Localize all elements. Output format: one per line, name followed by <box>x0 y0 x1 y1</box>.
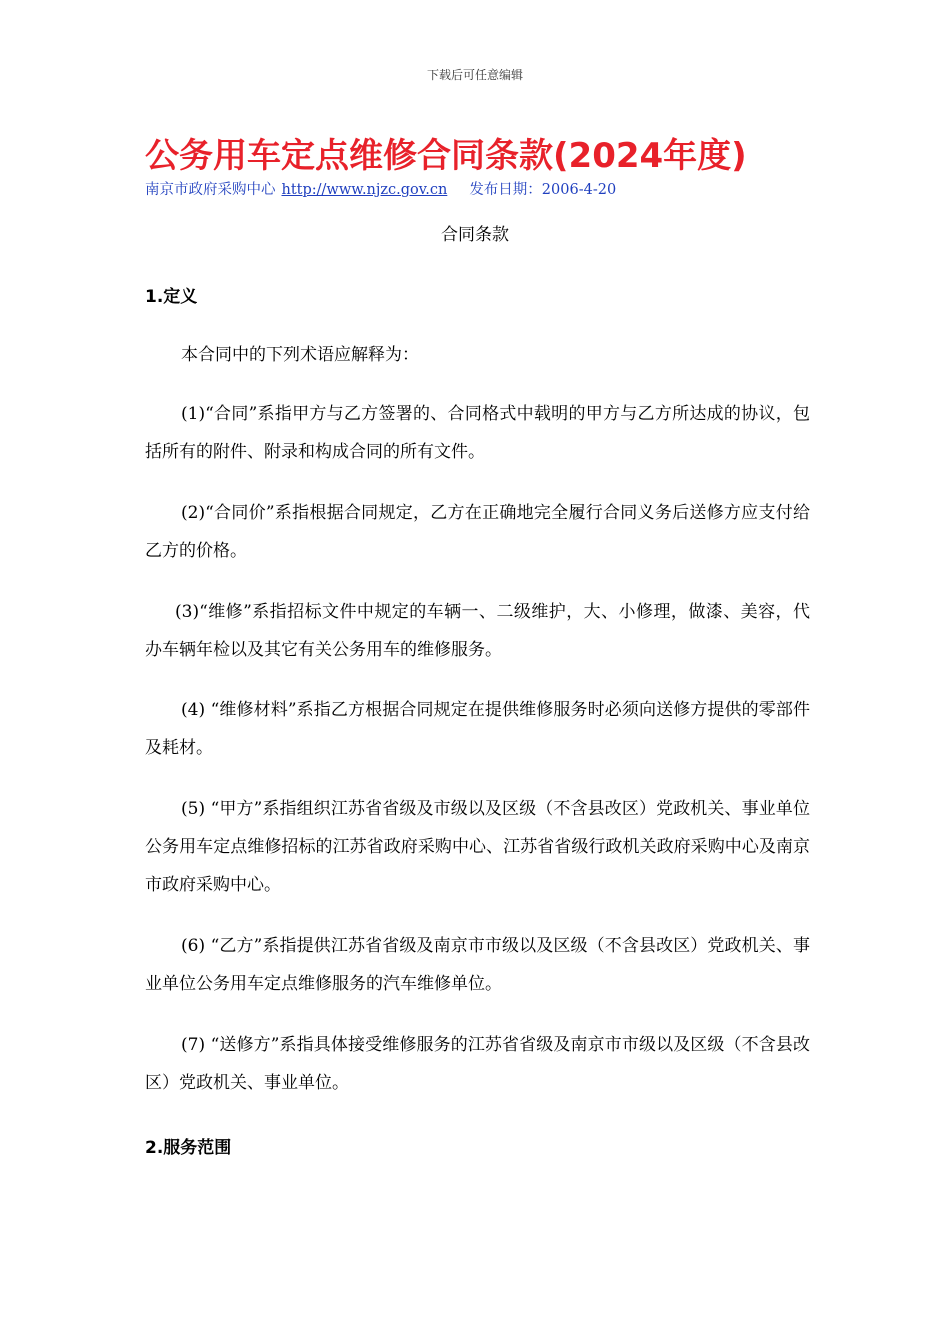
header-note: 下载后可任意编辑 <box>426 68 523 82</box>
publication-meta <box>145 178 616 199</box>
publisher-link[interactable]: http://www.njzc.gov.cn <box>281 182 448 198</box>
document-subtitle: 合同条款 <box>441 225 509 245</box>
paragraph-definition-5: (5) “甲方”系指组织江苏省省级及市级以及区级（不含县改区）党政机关、事业单位公务用车定点维修招标的江苏省政府采购中心、江苏省省级行政机关政府采购中心及南京市政府采购中心。 <box>145 799 810 895</box>
paragraph-definition-7: (7) “送修方”系指具体接受维修服务的江苏省省级及南京市市级以及区级（不含县改区）党政机关、事业单位。 <box>145 1035 810 1093</box>
publisher-name: 南京市政府采购中心 <box>145 182 276 198</box>
section-heading-service-scope: 2.服务范围 <box>145 1138 232 1158</box>
paragraph-definition-6: (6) “乙方”系指提供江苏省省级及南京市市级以及区级（不含县改区）党政机关、事业单位公务用车定点维修服务的汽车维修单位。 <box>145 936 810 994</box>
publish-date: 发布日期：2006-4-20 <box>469 182 617 198</box>
paragraph-definition-2: (2)“合同价”系指根据合同规定，乙方在正确地完全履行合同义务后送修方应支付给乙方的价格。 <box>145 503 810 561</box>
section-heading-definitions: 1.定义 <box>145 287 198 307</box>
document-title: 公务用车定点维修合同条款(2024年度) <box>145 136 747 176</box>
paragraph-intro: 本合同中的下列术语应解释为： <box>181 345 419 365</box>
paragraph-definition-3: (3)“维修”系指招标文件中规定的车辆一、二级维护，大、小修理，做漆、美容，代办车辆年检以及其它有关公务用车的维修服务。 <box>145 602 810 660</box>
paragraph-definition-1: (1)“合同”系指甲方与乙方签署的、合同格式中载明的甲方与乙方所达成的协议，包括所有的附件、附录和构成合同的所有文件。 <box>145 404 810 462</box>
paragraph-definition-4: (4) “维修材料”系指乙方根据合同规定在提供维修服务时必须向送修方提供的零部件及耗材。 <box>145 700 810 758</box>
